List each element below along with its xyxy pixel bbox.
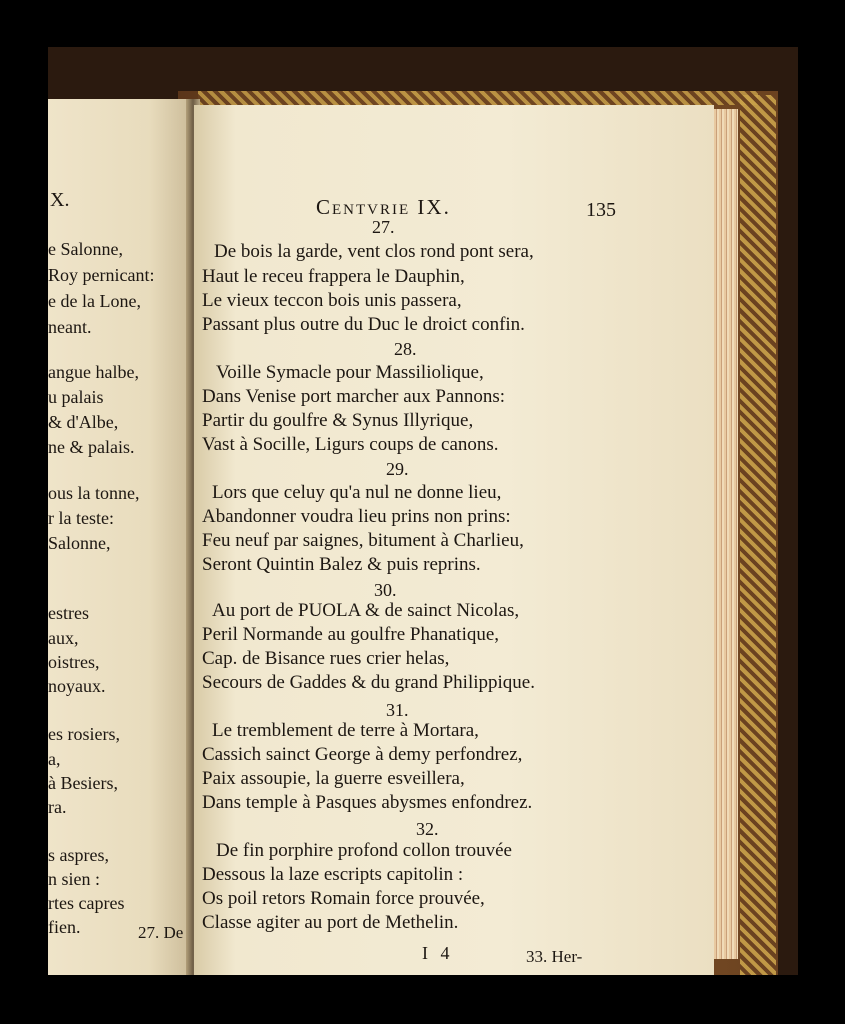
right-page: [194, 105, 714, 975]
left-page: [48, 99, 192, 975]
left-line: aux,: [48, 628, 79, 648]
verse-line: Dans temple à Pasques abysmes enfondrez.: [202, 792, 533, 813]
left-line: u palais: [48, 387, 104, 407]
quatrain-number: 27.: [372, 217, 395, 237]
left-line: à Besiers,: [48, 773, 118, 793]
left-line: ne & palais.: [48, 437, 135, 457]
left-line: s aspres,: [48, 845, 109, 865]
verse-line: Secours de Gaddes & du grand Philippique.: [202, 672, 535, 693]
quatrain-number: 32.: [416, 819, 439, 839]
verse-line: Au port de PUOLA & de sainct Nicolas,: [212, 600, 520, 621]
verse-line: Dessous la laze escripts capitolin :: [202, 864, 464, 885]
left-line: n sien :: [48, 869, 100, 889]
verse-line: Os poil retors Romain force prouvée,: [202, 888, 485, 909]
page-number: 135: [586, 199, 616, 221]
verse-line: Classe agiter au port de Methelin.: [202, 912, 459, 933]
left-catchword: 27. De: [138, 923, 184, 942]
left-line: es rosiers,: [48, 724, 120, 744]
catchword: 33. Her-: [526, 947, 583, 966]
verse-line: Paix assoupie, la guerre esveillera,: [202, 768, 465, 789]
verse-line: De fin porphire profond collon trouvée: [216, 840, 512, 861]
verse-line: Peril Normande au goulfre Phanatique,: [202, 624, 500, 645]
left-line: e Salonne,: [48, 239, 123, 259]
verse-line: Cassich sainct George à demy perfondrez,: [202, 744, 523, 765]
verse-line: Le vieux teccon bois unis passera,: [202, 290, 462, 311]
verse-line: Dans Venise port marcher aux Pannons:: [202, 386, 506, 407]
left-line: angue halbe,: [48, 362, 139, 382]
left-line: r la teste:: [48, 508, 114, 528]
verse-line: Voille Symacle pour Massiliolique,: [216, 362, 484, 383]
verse-line: Cap. de Bisance rues crier helas,: [202, 648, 450, 669]
left-line: ra.: [48, 797, 67, 817]
verse-line: Seront Quintin Balez & puis reprins.: [202, 554, 481, 575]
verse-line: Abandonner voudra lieu prins non prins:: [202, 506, 511, 527]
left-line: ous la tonne,: [48, 483, 140, 503]
verse-line: Feu neuf par saignes, bitument à Charlieu,: [202, 530, 524, 551]
left-line: Salonne,: [48, 533, 111, 553]
left-line: neant.: [48, 317, 92, 337]
signature-mark: I 4: [422, 943, 454, 963]
verse-line: Partir du goulfre & Synus Illyrique,: [202, 410, 474, 431]
left-line: a,: [48, 749, 61, 769]
verse-line: Le tremblement de terre à Mortara,: [212, 720, 479, 741]
left-line: noyaux.: [48, 676, 106, 696]
quatrain-number: 31.: [386, 700, 409, 720]
left-line: Roy pernicant:: [48, 265, 155, 285]
verse-line: Vast à Socille, Ligurs coups de canons.: [202, 434, 499, 455]
book-photo: [48, 47, 798, 975]
left-line: oistres,: [48, 652, 100, 672]
quatrain-number: 30.: [374, 580, 397, 600]
quatrain-number: 29.: [386, 459, 409, 479]
verse-line: Haut le receu frappera le Dauphin,: [202, 266, 465, 287]
left-running-head: X.: [50, 189, 70, 211]
quatrain-number: 28.: [394, 339, 417, 359]
left-line: estres: [48, 603, 89, 623]
left-line: e de la Lone,: [48, 291, 141, 311]
cover-gilt-border-right: [740, 95, 776, 975]
running-head: Centvrie IX.: [316, 195, 451, 219]
verse-line: Lors que celuy qu'a nul ne donne lieu,: [212, 482, 502, 503]
left-line: fien.: [48, 917, 81, 937]
verse-line: Passant plus outre du Duc le droict confin.: [202, 314, 525, 335]
left-line: rtes capres: [48, 893, 125, 913]
verse-line: De bois la garde, vent clos rond pont sera,: [214, 241, 534, 262]
left-line: & d'Albe,: [48, 412, 119, 432]
cover-gilt-border-top: [198, 91, 758, 105]
